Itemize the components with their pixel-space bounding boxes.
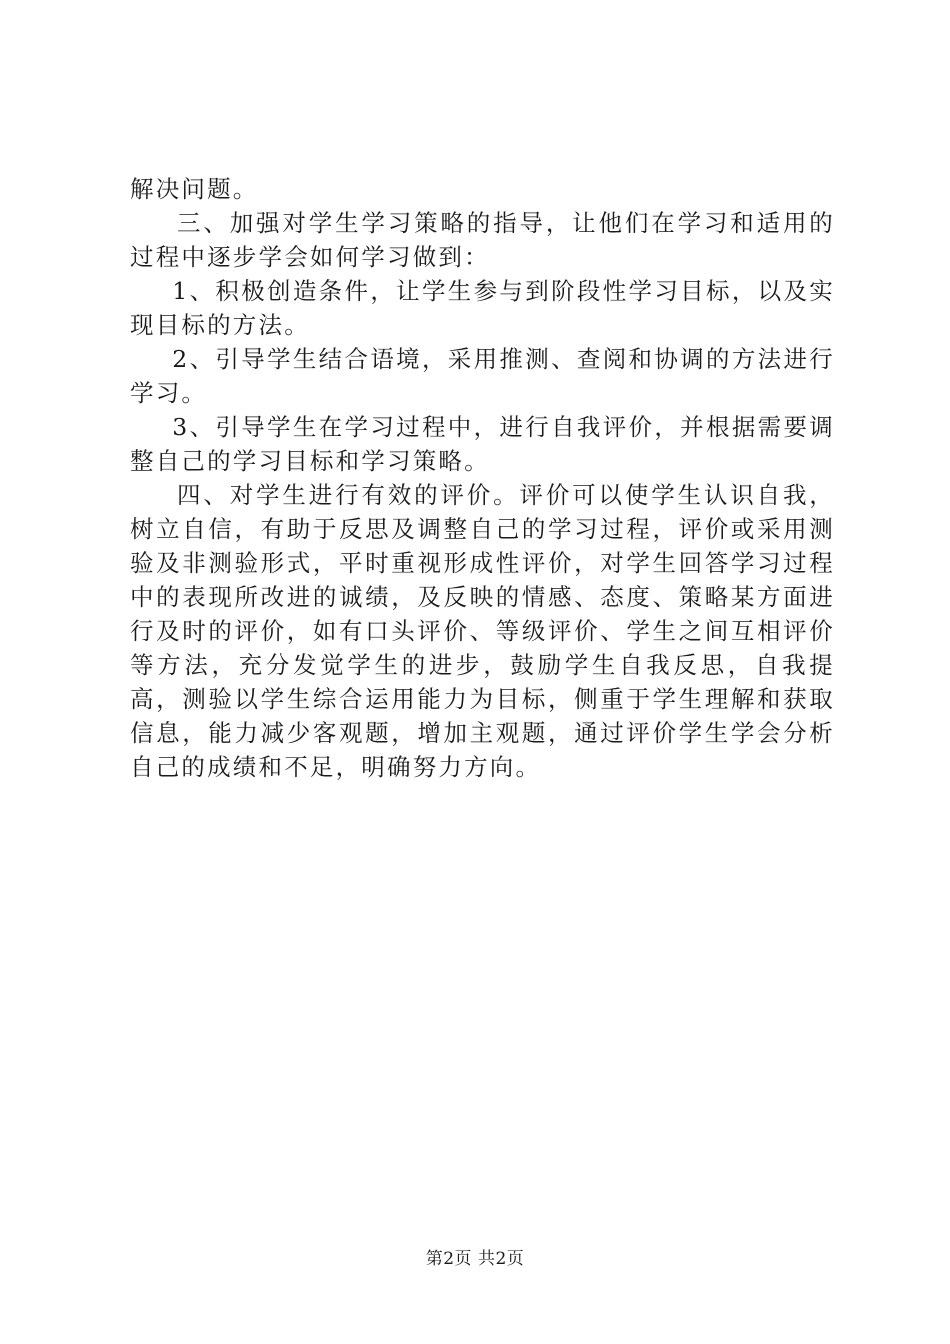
paragraph-section-four: 四、对学生进行有效的评价。评价可以使学生认识自我，树立自信，有助于反思及调整自己的学习过程，评价或采用测验及非测验形式，平时重视形成性评价，对学生回答学习过程中的表现所改进的诚绩，及反映的情感、态度、策略某方面进行及时的评价，如有口头评价、等级评价、学生之间互相评价等方法，充分发觉学生的进步，鼓励学生自我反思，自我提高，测验以学生综合运用能力为目标，侧重于学生理解和获取信息，能力减少客观题，增加主观题，通过评价学生学会分析自己的成绩和不足，明确努力方向。 [130,481,835,781]
paragraph-item-3: 3、引导学生在学习过程中，进行自我评价，并根据需要调整自己的学习目标和学习策略。 [130,413,835,475]
paragraph-section-three: 三、加强对学生学习策略的指导，让他们在学习和适用的过程中逐步学会如何学习做到： [130,209,835,271]
paragraph-continuation: 解决问题。 [130,175,259,203]
paragraph-item-2: 2、引导学生结合语境，采用推测、查阅和协调的方法进行学习。 [130,345,835,407]
paragraph-item-1: 1、积极创造条件，让学生参与到阶段性学习目标，以及实现目标的方法。 [130,277,835,339]
document-body [130,172,835,784]
page-number-footer: 第2页 共2页 [425,1249,525,1269]
